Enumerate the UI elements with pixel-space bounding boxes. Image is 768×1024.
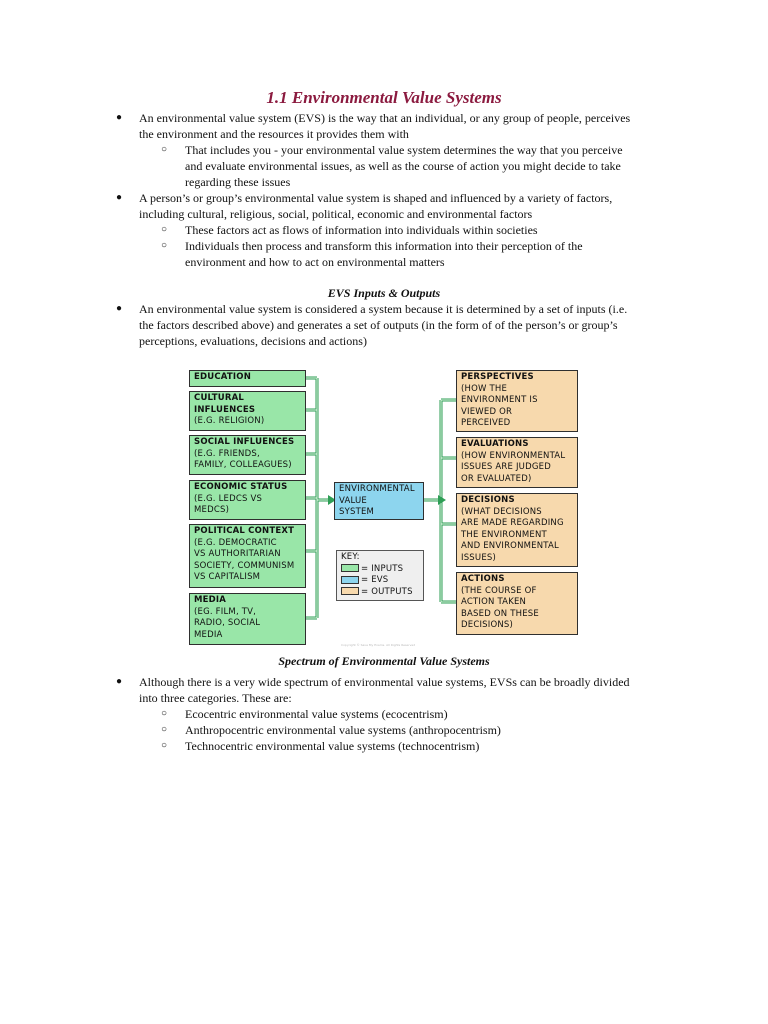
sub-bullet-ecocentric: Ecocentric environmental value systems (ecocentrism) — [185, 707, 448, 721]
input-text: (EG. FILM, TV, — [194, 606, 257, 617]
text-line: into three categories. These are: — [139, 691, 292, 705]
evs-swatch — [341, 576, 359, 584]
text-line: the factors described above) and generates a set of outputs (in the form of of the person’s or group’s — [139, 318, 618, 332]
output-text: ISSUES ARE JUDGED — [461, 462, 551, 472]
bullet-evs-system — [139, 301, 669, 349]
output-text: ENVIRONMENT IS — [461, 395, 538, 405]
evs-text: ENVIRONMENTAL — [339, 484, 415, 494]
output-heading: DECISIONS — [461, 495, 515, 505]
sub-bullet-flows — [185, 222, 665, 238]
output-text: PERCEIVED — [461, 418, 511, 428]
outputs-swatch — [341, 587, 359, 595]
text-line: regarding these issues — [185, 175, 291, 189]
output-text: OR EVALUATED) — [461, 473, 532, 484]
input-text: (E.G. DEMOCRATIC — [194, 537, 277, 548]
bullet-evs-definition — [139, 110, 669, 142]
section-heading-spectrum: Spectrum of Environmental Value Systems — [278, 654, 490, 668]
text-line: Although there is a very wide spectrum of environmental value systems, EVSs can be broadly divided — [139, 675, 630, 689]
output-text: AND ENVIRONMENTAL — [461, 541, 559, 551]
diagram-copyright: Copyright © Save My Exams. All Rights Reserved — [341, 643, 416, 647]
input-text: VS CAPITALISM — [194, 572, 261, 582]
bullet-marker: ● — [116, 303, 123, 314]
output-text: BASED ON THESE — [461, 608, 539, 619]
sub-bullet-process — [185, 238, 665, 270]
output-text: (WHAT DECISIONS — [461, 506, 542, 517]
input-heading: SOCIAL INFLUENCES — [194, 437, 295, 447]
sub-bullet-technocentric: Technocentric environmental value systems (technocentrism) — [185, 739, 480, 753]
sub-bullet-marker: ○ — [161, 144, 168, 155]
text-line: An environmental value system is considered a system because it is determined by a set of inputs (i.e. — [139, 302, 628, 316]
key-label: = INPUTS — [361, 563, 404, 574]
evs-diagram — [188, 368, 580, 650]
input-heading: POLITICAL CONTEXT — [194, 526, 295, 536]
bullet-evs-influences — [139, 190, 669, 222]
inputs-swatch — [341, 564, 359, 572]
input-heading: ECONOMIC STATUS — [194, 482, 288, 492]
key-item-evs — [341, 575, 419, 587]
output-heading: PERSPECTIVES — [461, 372, 534, 382]
evs-text: VALUE — [339, 495, 367, 506]
output-text: (HOW ENVIRONMENTAL — [461, 450, 566, 461]
key-title: KEY: — [341, 552, 360, 562]
output-box-actions — [456, 572, 578, 635]
output-text: THE ENVIRONMENT — [461, 529, 547, 540]
input-box-media — [189, 593, 306, 645]
input-text: MEDIA — [194, 629, 223, 640]
key-item-inputs — [341, 564, 419, 576]
sub-bullet-marker: ○ — [161, 224, 168, 235]
text-line: the environment and the resources it provides them with — [139, 127, 409, 141]
sub-bullet-marker: ○ — [161, 240, 168, 251]
text-line: These factors act as flows of information into individuals within societies — [185, 223, 538, 237]
sub-bullet-includes-you — [185, 142, 665, 190]
input-box-economic — [189, 480, 306, 520]
input-heading: CULTURAL — [194, 393, 244, 403]
input-heading: EDUCATION — [194, 372, 252, 382]
text-line: Individuals then process and transform this information into their perception of the — [185, 239, 583, 253]
input-text: INFLUENCES — [194, 404, 256, 415]
section-heading-inputs-outputs: EVS Inputs & Outputs — [327, 286, 441, 300]
input-text: (E.G. LEDCS VS — [194, 493, 263, 504]
output-text: ACTION TAKEN — [461, 597, 527, 607]
input-text: SOCIETY, COMMUNISM — [194, 560, 295, 571]
text-line: and evaluate environmental issues, as well as the course of action you might decide to take — [185, 159, 621, 173]
input-text: RADIO, SOCIAL — [194, 618, 261, 628]
output-text: (THE COURSE OF — [461, 585, 537, 596]
text-line: An environmental value system (EVS) is the way that an individual, or any group of people, perceives — [139, 111, 631, 125]
input-box-education — [189, 370, 306, 387]
input-text: MEDCS) — [194, 505, 230, 515]
page-title: 1.1 Environmental Value Systems — [266, 88, 502, 107]
output-box-decisions — [456, 493, 578, 567]
sub-bullet-marker: ○ — [161, 724, 168, 735]
input-text: FAMILY, COLLEAGUES) — [194, 460, 292, 470]
key-item-outputs — [341, 587, 419, 599]
output-box-evaluations — [456, 437, 578, 488]
sub-bullet-marker: ○ — [161, 708, 168, 719]
key-label: = EVS — [361, 575, 389, 585]
key-label: = OUTPUTS — [361, 586, 413, 597]
output-box-perspectives — [456, 370, 578, 432]
text-line: including cultural, religious, social, political, economic and environmental factors — [139, 207, 533, 221]
bullet-marker: ● — [116, 112, 123, 123]
diagram-key — [336, 550, 424, 601]
text-line: That includes you - your environmental value system determines the way that you perceive — [185, 143, 623, 157]
input-text: VS AUTHORITARIAN — [194, 549, 281, 559]
output-heading: ACTIONS — [461, 574, 505, 584]
bullet-marker: ● — [116, 676, 123, 687]
output-text: (HOW THE — [461, 383, 508, 394]
output-text: DECISIONS) — [461, 620, 514, 630]
output-text: ISSUES) — [461, 552, 497, 563]
bullet-marker: ● — [116, 192, 123, 203]
text-line: A person’s or group’s environmental value system is shaped and influenced by a variety of factors, — [139, 191, 613, 205]
sub-bullet-anthropocentric: Anthropocentric environmental value systems (anthropocentrism) — [185, 723, 501, 737]
text-line: environment and how to act on environmental matters — [185, 255, 445, 269]
evs-box — [334, 482, 424, 520]
input-box-cultural — [189, 391, 306, 431]
bullet-spectrum — [139, 674, 669, 706]
input-text: (E.G. RELIGION) — [194, 416, 265, 426]
sub-bullet-marker: ○ — [161, 740, 168, 751]
input-box-social — [189, 435, 306, 475]
output-text: VIEWED OR — [461, 406, 513, 417]
evs-text: SYSTEM — [339, 507, 375, 517]
input-box-political — [189, 524, 306, 588]
text-line: perceptions, evaluations, decisions and actions) — [139, 334, 367, 348]
input-heading: MEDIA — [194, 595, 227, 605]
output-heading: EVALUATIONS — [461, 439, 529, 449]
input-text: (E.G. FRIENDS, — [194, 448, 260, 459]
output-text: ARE MADE REGARDING — [461, 518, 564, 528]
